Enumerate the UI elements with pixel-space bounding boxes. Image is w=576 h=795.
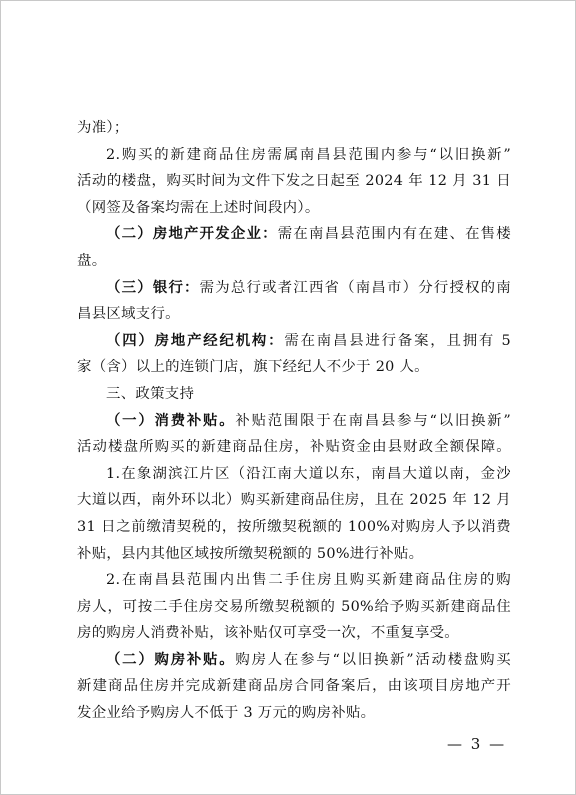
section-heading: （二）房地产开发企业： <box>106 225 278 243</box>
text-line <box>77 195 511 222</box>
section-heading: （四）房地产经纪机构： <box>106 331 285 349</box>
text-line <box>77 328 511 355</box>
document-body <box>77 115 511 727</box>
section-heading: （三）银行： <box>106 278 200 296</box>
text-line <box>77 514 511 541</box>
text-run: 新建商品住房并完成新建商品房合同备案后，由该项目房地产开 <box>77 678 511 695</box>
text-run: 2.购买的新建商品住房需属南昌县范围内参与“以旧换新” <box>106 146 511 163</box>
text-line <box>77 647 511 674</box>
text-line <box>77 434 511 461</box>
text-line <box>77 700 511 727</box>
text-line <box>77 567 511 594</box>
text-line <box>77 275 511 302</box>
text-run: 购房人在参与“以旧换新”活动楼盘购买 <box>235 651 511 668</box>
text-line <box>77 381 511 408</box>
text-line <box>77 168 511 195</box>
text-line <box>77 221 511 248</box>
text-line <box>77 248 511 275</box>
text-line <box>77 354 511 381</box>
text-run: 需为总行或者江西省（南昌市）分行授权的南 <box>199 279 511 296</box>
text-run: 需在南昌县进行备案，且拥有 5 <box>284 332 511 349</box>
text-run: （网签及备案均需在上述时间段内）。 <box>77 199 320 216</box>
text-run: 1.在象湖滨江片区（沿江南大道以东，南昌大道以南，金沙 <box>106 465 511 482</box>
text-line <box>77 301 511 328</box>
section-heading: （一）消费补贴。 <box>106 411 236 429</box>
text-run: 盘。 <box>77 252 107 269</box>
text-run: 补贴，县内其他区域按所缴契税额的 50%进行补贴。 <box>77 545 424 562</box>
page-number: — 3 — <box>447 735 507 753</box>
text-run: 补贴范围限于在南昌县参与“以旧换新” <box>235 412 511 429</box>
text-line <box>77 461 511 488</box>
text-run: 昌县区域支行。 <box>77 306 180 323</box>
text-line <box>77 541 511 568</box>
text-run: 房人，可按二手住房交易所缴契税额的 50%给予购买新建商品住 <box>77 598 511 615</box>
text-run: 活动的楼盘，购买时间为文件下发之日起至 2024 年 12 月 31 日 <box>77 173 511 190</box>
text-run: 家（含）以上的连锁门店，旗下经纪人不少于 20 人。 <box>77 359 429 376</box>
text-run: 需在南昌县范围内有在建、在售楼 <box>277 226 511 243</box>
text-line <box>77 408 511 435</box>
text-line <box>77 594 511 621</box>
text-run: 三、政策支持 <box>106 385 195 402</box>
text-run: 房的购房人消费补贴，该补贴仅可享受一次，不重复享受。 <box>77 625 459 642</box>
text-line <box>77 142 511 169</box>
text-line <box>77 487 511 514</box>
text-line <box>77 620 511 647</box>
text-line <box>77 673 511 700</box>
text-run: 2.在南昌县范围内出售二手住房且购买新建商品住房的购 <box>106 572 511 589</box>
text-run: 大道以西，南外环以北）购买新建商品住房，且在 2025 年 12 月 <box>77 492 511 509</box>
text-run: 31 日之前缴清契税的，按所缴契税额的 100%对购房人予以消费 <box>77 518 511 535</box>
text-run: 为准）； <box>77 120 129 136</box>
text-line <box>77 115 511 142</box>
text-run: 发企业给予购房人不低于 3 万元的购房补贴。 <box>77 705 376 722</box>
text-run: 活动楼盘所购买的新建商品住房，补贴资金由县财政全额保障。 <box>77 439 511 456</box>
section-heading: （二）购房补贴。 <box>106 650 236 668</box>
